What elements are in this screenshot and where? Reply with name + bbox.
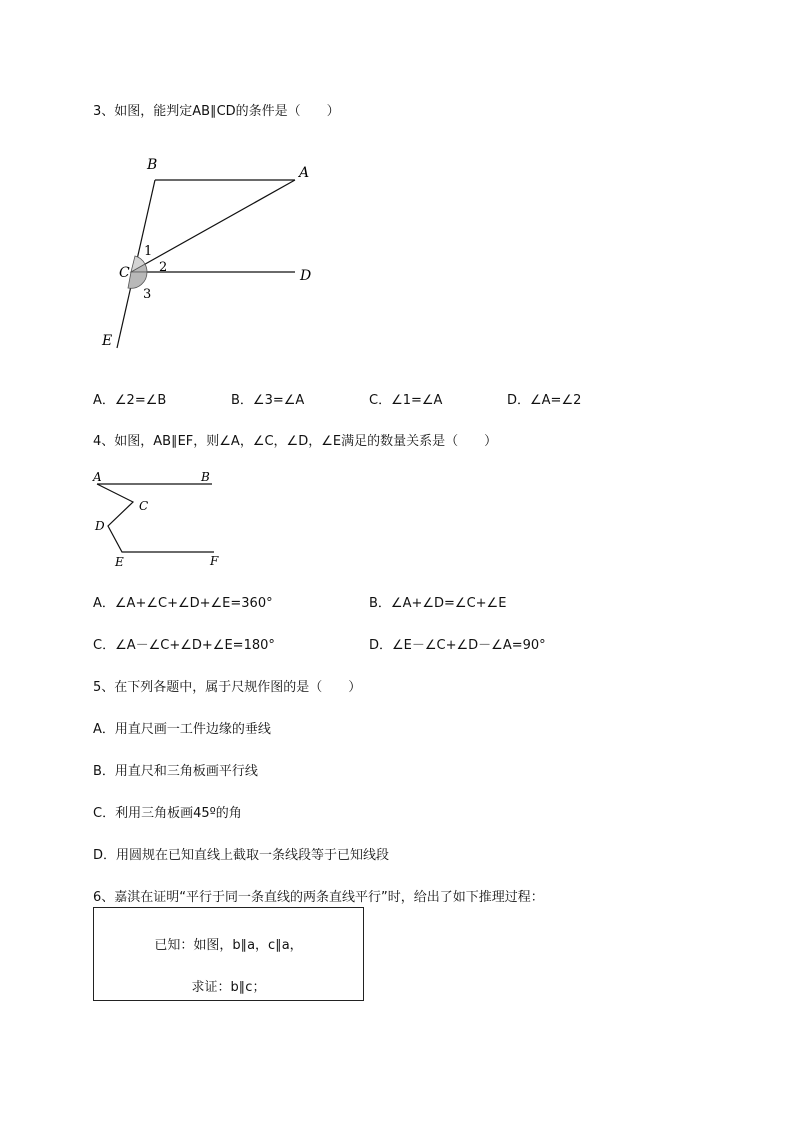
q4-option-a[interactable]: A．∠A+∠C+∠D+∠E=360° xyxy=(93,596,273,611)
q4-option-b[interactable]: B．∠A+∠D=∠C+∠E xyxy=(369,596,507,611)
q3-label-E: E xyxy=(102,333,113,349)
q3-label-C: C xyxy=(119,265,130,281)
q3-figure xyxy=(95,150,325,355)
q5-stem: 5、在下列各题中，属于尺规作图的是（ ） xyxy=(93,680,362,695)
q4-figure xyxy=(88,466,228,572)
q3-stem: 3、如图，能判定AB∥CD的条件是（ ） xyxy=(93,104,340,119)
q5-option-c[interactable]: C．利用三角板画45º的角 xyxy=(93,806,242,821)
q6-proof-box xyxy=(93,907,364,1001)
q4-label-D: D xyxy=(95,519,105,533)
q3-angle-1: 1 xyxy=(144,244,153,259)
q3-option-a[interactable]: A．∠2=∠B xyxy=(93,393,167,408)
q6-given: 已知：如图，b∥a，c∥a， xyxy=(154,938,303,953)
q4-option-d[interactable]: D．∠E－∠C+∠D－∠A=90° xyxy=(369,638,546,653)
q4-label-F: F xyxy=(210,554,219,568)
q5-option-b[interactable]: B．用直尺和三角板画平行线 xyxy=(93,764,258,779)
q4-stem: 4、如图，AB∥EF，则∠A，∠C，∠D，∠E满足的数量关系是（ ） xyxy=(93,434,498,449)
q5-option-d[interactable]: D．用圆规在已知直线上截取一条线段等于已知线段 xyxy=(93,848,390,863)
q4-option-c[interactable]: C．∠A－∠C+∠D+∠E=180° xyxy=(93,638,275,653)
q4-label-A: A xyxy=(93,470,102,484)
q4-label-E: E xyxy=(115,555,124,569)
q3-angle-3: 3 xyxy=(143,287,152,302)
q3-option-d[interactable]: D．∠A=∠2 xyxy=(507,393,582,408)
q4-label-C: C xyxy=(139,499,149,513)
q4-label-B: B xyxy=(201,470,210,484)
q3-option-c[interactable]: C．∠1=∠A xyxy=(369,393,443,408)
q6-stem: 6、嘉淇在证明“平行于同一条直线的两条直线平行”时，给出了如下推理过程： xyxy=(93,890,544,905)
q3-label-D: D xyxy=(300,268,312,284)
q3-label-B: B xyxy=(147,157,158,173)
q3-angle-2: 2 xyxy=(159,260,168,275)
q5-option-a[interactable]: A．用直尺画一工件边缘的垂线 xyxy=(93,722,271,737)
q3-label-A: A xyxy=(299,165,310,181)
q6-prove: 求证：b∥c； xyxy=(191,980,266,995)
q3-option-b[interactable]: B．∠3=∠A xyxy=(231,393,305,408)
